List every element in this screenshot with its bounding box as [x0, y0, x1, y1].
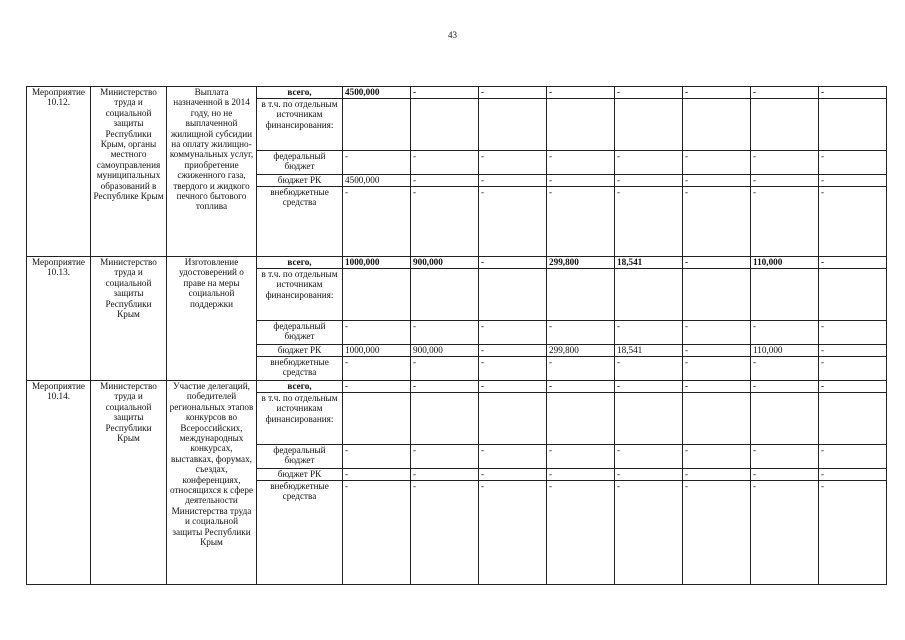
value-cell: -	[343, 187, 411, 257]
value-cell: -	[615, 481, 683, 585]
value-cell	[751, 99, 819, 151]
value-cell: -	[683, 187, 751, 257]
value-cell: -	[751, 187, 819, 257]
value-cell: -	[343, 445, 411, 469]
source-label-cell: всего,	[257, 87, 343, 99]
budget-table	[26, 86, 887, 585]
value-cell: 299,800	[547, 257, 615, 269]
value-cell: -	[819, 345, 887, 357]
value-cell	[615, 269, 683, 321]
value-cell: 4500,000	[343, 175, 411, 187]
source-label-cell: бюджет РК	[257, 345, 343, 357]
value-cell: -	[411, 175, 479, 187]
value-cell: -	[683, 87, 751, 99]
value-cell: -	[615, 445, 683, 469]
source-label-cell: федеральный бюджет	[257, 445, 343, 469]
value-cell: -	[479, 175, 547, 187]
value-cell: 18,541	[615, 257, 683, 269]
value-cell: -	[479, 381, 547, 393]
value-cell: -	[683, 381, 751, 393]
value-cell: -	[751, 445, 819, 469]
value-cell	[411, 99, 479, 151]
source-label-cell: в т.ч. по отдельным источникам финансирования:	[257, 393, 343, 445]
value-cell: -	[751, 151, 819, 175]
value-cell: -	[411, 469, 479, 481]
value-cell	[819, 393, 887, 445]
table-row	[27, 257, 887, 269]
value-cell: -	[615, 175, 683, 187]
value-cell: -	[343, 469, 411, 481]
description-cell: Участие делегаций, победителей региональных этапов конкурсов во Всероссийских, международных конкурсах, выставках, форумах, съездах, конференциях, относящихся к сфере деятельности Министерства труда и социальной защиты Республики Крым	[167, 381, 257, 585]
value-cell: -	[547, 357, 615, 381]
value-cell: -	[547, 175, 615, 187]
value-cell: -	[819, 357, 887, 381]
value-cell	[343, 393, 411, 445]
value-cell	[547, 269, 615, 321]
value-cell: 900,000	[411, 345, 479, 357]
value-cell: -	[411, 321, 479, 345]
event-cell: Мероприятие 10.14.	[27, 381, 91, 585]
value-cell: -	[411, 151, 479, 175]
value-cell: -	[683, 151, 751, 175]
table-body	[27, 87, 887, 585]
value-cell	[343, 99, 411, 151]
value-cell: -	[819, 151, 887, 175]
value-cell	[411, 269, 479, 321]
value-cell: -	[479, 87, 547, 99]
value-cell	[479, 99, 547, 151]
value-cell: 900,000	[411, 257, 479, 269]
value-cell: -	[343, 357, 411, 381]
value-cell	[819, 99, 887, 151]
value-cell: -	[411, 357, 479, 381]
value-cell: -	[411, 481, 479, 585]
value-cell: -	[683, 481, 751, 585]
value-cell: -	[751, 87, 819, 99]
value-cell: -	[751, 357, 819, 381]
executor-cell: Министерство труда и социальной защиты Республики Крым	[91, 257, 167, 381]
value-cell: 1000,000	[343, 257, 411, 269]
value-cell	[819, 269, 887, 321]
value-cell: -	[819, 469, 887, 481]
value-cell: -	[547, 469, 615, 481]
value-cell: -	[751, 321, 819, 345]
source-label-cell: внебюджетные средства	[257, 187, 343, 257]
value-cell	[683, 99, 751, 151]
source-label-cell: в т.ч. по отдельным источникам финансирования:	[257, 99, 343, 151]
value-cell: -	[343, 481, 411, 585]
value-cell: 18,541	[615, 345, 683, 357]
table-row	[27, 381, 887, 393]
value-cell	[411, 393, 479, 445]
source-label-cell: федеральный бюджет	[257, 151, 343, 175]
value-cell: -	[343, 321, 411, 345]
value-cell: -	[411, 87, 479, 99]
value-cell: 110,000	[751, 345, 819, 357]
value-cell	[615, 99, 683, 151]
source-label-cell: всего,	[257, 381, 343, 393]
value-cell: -	[479, 187, 547, 257]
value-cell: -	[751, 381, 819, 393]
value-cell	[615, 393, 683, 445]
value-cell: -	[547, 481, 615, 585]
value-cell: -	[479, 357, 547, 381]
executor-cell: Министерство труда и социальной защиты Республики Крым, органы местного самоуправления муниципальных образований в Республике Крым	[91, 87, 167, 257]
value-cell: -	[479, 469, 547, 481]
value-cell: -	[479, 257, 547, 269]
value-cell: -	[615, 87, 683, 99]
value-cell: 1000,000	[343, 345, 411, 357]
value-cell: -	[751, 469, 819, 481]
value-cell	[479, 393, 547, 445]
description-cell: Изготовление удостоверений о праве на меры социальной поддержки	[167, 257, 257, 381]
value-cell: -	[819, 175, 887, 187]
value-cell: -	[819, 321, 887, 345]
value-cell	[683, 269, 751, 321]
page-number: 43	[448, 30, 457, 40]
value-cell: -	[411, 445, 479, 469]
source-label-cell: всего,	[257, 257, 343, 269]
source-label-cell: бюджет РК	[257, 175, 343, 187]
value-cell: -	[819, 87, 887, 99]
value-cell: -	[547, 187, 615, 257]
value-cell: -	[819, 381, 887, 393]
value-cell: 299,800	[547, 345, 615, 357]
value-cell: -	[479, 481, 547, 585]
value-cell: -	[683, 257, 751, 269]
value-cell: -	[547, 87, 615, 99]
source-label-cell: внебюджетные средства	[257, 357, 343, 381]
value-cell: -	[479, 151, 547, 175]
value-cell	[683, 393, 751, 445]
value-cell: -	[479, 445, 547, 469]
value-cell: -	[615, 151, 683, 175]
value-cell: -	[819, 257, 887, 269]
source-label-cell: в т.ч. по отдельным источникам финансирования:	[257, 269, 343, 321]
value-cell: -	[343, 151, 411, 175]
value-cell: -	[683, 357, 751, 381]
value-cell: -	[751, 175, 819, 187]
value-cell: -	[751, 481, 819, 585]
source-label-cell: внебюджетные средства	[257, 481, 343, 585]
value-cell: -	[547, 151, 615, 175]
value-cell: -	[343, 381, 411, 393]
value-cell: 110,000	[751, 257, 819, 269]
value-cell: -	[819, 481, 887, 585]
value-cell: -	[479, 345, 547, 357]
value-cell: -	[683, 175, 751, 187]
value-cell: -	[615, 381, 683, 393]
value-cell: -	[615, 469, 683, 481]
value-cell	[547, 393, 615, 445]
value-cell: -	[411, 381, 479, 393]
value-cell: -	[547, 381, 615, 393]
value-cell	[479, 269, 547, 321]
value-cell: -	[615, 187, 683, 257]
value-cell: -	[819, 445, 887, 469]
value-cell	[751, 393, 819, 445]
source-label-cell: федеральный бюджет	[257, 321, 343, 345]
table-row	[27, 87, 887, 99]
value-cell: -	[683, 321, 751, 345]
value-cell	[343, 269, 411, 321]
executor-cell: Министерство труда и социальной защиты Республики Крым	[91, 381, 167, 585]
value-cell: -	[683, 445, 751, 469]
value-cell: -	[411, 187, 479, 257]
source-label-cell: бюджет РК	[257, 469, 343, 481]
value-cell: -	[479, 321, 547, 345]
value-cell: -	[683, 469, 751, 481]
event-cell: Мероприятие 10.13.	[27, 257, 91, 381]
value-cell: -	[819, 187, 887, 257]
value-cell	[751, 269, 819, 321]
value-cell: -	[615, 321, 683, 345]
value-cell: -	[547, 445, 615, 469]
value-cell: -	[615, 357, 683, 381]
value-cell: -	[547, 321, 615, 345]
description-cell: Выплата назначенной в 2014 году, но не выплаченной жилищной субсидии на оплату жилищно-коммунальных услуг, приобретение сжиженного газа, твердого и жидкого печного бытового топлива	[167, 87, 257, 257]
value-cell: -	[683, 345, 751, 357]
value-cell	[547, 99, 615, 151]
event-cell: Мероприятие 10.12.	[27, 87, 91, 257]
value-cell: 4500,000	[343, 87, 411, 99]
